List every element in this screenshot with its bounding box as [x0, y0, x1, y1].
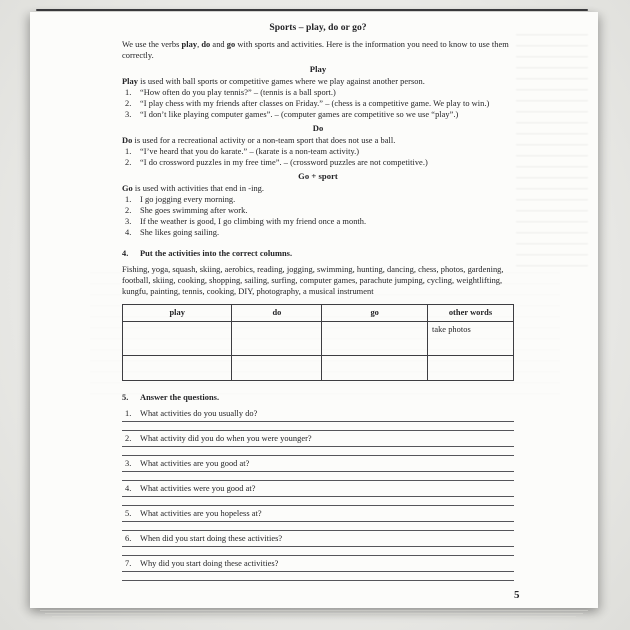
table-row — [123, 356, 514, 381]
question-number: 1. — [125, 409, 132, 418]
question-row — [122, 557, 514, 572]
bleed-through-text — [516, 34, 588, 274]
question-number: 4. — [125, 484, 132, 493]
question-row — [122, 482, 514, 497]
page-edge-line — [40, 610, 588, 611]
exercise-5-number: 5. — [122, 393, 129, 402]
example-item — [125, 194, 514, 205]
answer-line — [122, 522, 514, 531]
item-number: 4. — [125, 228, 132, 237]
page-content — [122, 22, 514, 582]
question-row — [122, 507, 514, 522]
intro-text: , — [197, 40, 202, 49]
question-item — [122, 507, 514, 531]
do-examples — [122, 146, 514, 168]
play-examples — [122, 87, 514, 120]
item-text: “I play chess with my friends after classes on Friday.” – (chess is a competitive game. We play to win.) — [140, 99, 490, 108]
question-text: Why did you start doing these activities? — [140, 559, 279, 568]
item-text: “I do crossword puzzles in my free time”. – (crossword puzzles are not competitive.) — [140, 158, 428, 167]
item-number: 2. — [125, 99, 132, 108]
answer-line — [122, 547, 514, 556]
intro-text: with sports and activities. Here is the information you need to know to use them correctly. — [122, 40, 509, 60]
go-rule-bold: Go — [122, 184, 133, 193]
question-item — [122, 457, 514, 481]
intro-paragraph — [122, 39, 514, 61]
question-row — [122, 532, 514, 547]
item-number: 1. — [125, 195, 132, 204]
go-rule — [122, 183, 514, 194]
table-cell-example: take photos — [427, 322, 513, 356]
question-text: What activities were you good at? — [140, 484, 256, 493]
item-text: I go jogging every morning. — [140, 195, 236, 204]
item-number: 1. — [125, 88, 132, 97]
activity-word-list: Fishing, yoga, squash, skiing, aerobics, reading, jogging, swimming, hunting, dancing, chess, photos, gardening, football, skiing, cooking, shopping, sailing, surfing, computer games, parachute jumping, cycling, weightlifting, kungfu, painting, tennis, cooking, DIY, photography, a musical instrument — [122, 265, 504, 296]
intro-text: and — [210, 40, 227, 49]
item-number: 3. — [125, 110, 132, 119]
question-list — [122, 407, 514, 581]
question-item — [122, 557, 514, 581]
exercise-4-heading — [122, 248, 514, 259]
table-cell-empty — [427, 356, 513, 381]
example-item — [125, 98, 514, 109]
question-item — [122, 432, 514, 456]
do-rule — [122, 135, 514, 146]
question-item — [122, 407, 514, 431]
page-edge-line — [52, 616, 576, 617]
exercise-5-heading — [122, 392, 514, 403]
play-rule-text: is used with ball sports or competitive games where we play against another person. — [137, 77, 425, 86]
do-rule-bold: Do — [122, 136, 133, 145]
col-header-play: play — [123, 305, 232, 322]
go-rule-text: is used with activities that end in -ing. — [132, 184, 265, 193]
example-item — [125, 109, 514, 120]
example-item — [125, 205, 514, 216]
verb-play-bold: play — [181, 40, 198, 49]
table-cell-empty — [232, 322, 322, 356]
question-row — [122, 432, 514, 447]
question-text: What activities are you hopeless at? — [140, 509, 262, 518]
col-header-go: go — [322, 305, 428, 322]
do-rule-text: is used for a recreational activity or a non-team sport that does not use a ball. — [132, 136, 396, 145]
question-text: What activity did you do when you were younger? — [140, 434, 312, 443]
table-cell-empty — [322, 322, 428, 356]
question-text: What activities are you good at? — [140, 459, 250, 468]
item-number: 2. — [125, 206, 132, 215]
question-number: 7. — [125, 559, 132, 568]
table-cell-empty — [232, 356, 322, 381]
book-page — [30, 12, 598, 608]
example-item — [125, 216, 514, 227]
item-number: 2. — [125, 158, 132, 167]
do-section — [122, 123, 514, 168]
question-row — [122, 407, 514, 422]
item-text: “I’ve heard that you do karate.” – (karate is a non-team activity.) — [140, 147, 360, 156]
exercise-5 — [122, 392, 514, 581]
item-text: She likes going sailing. — [140, 228, 220, 237]
question-number: 2. — [125, 434, 132, 443]
page-number: 5 — [514, 589, 520, 601]
item-text: “I don’t like playing computer games”. – (computer games are competitive so we use “play”.) — [140, 110, 459, 119]
question-text: What activities do you usually do? — [140, 409, 258, 418]
answer-line — [122, 472, 514, 481]
question-number: 6. — [125, 534, 132, 543]
item-text: If the weather is good, I go climbing with my friend once a month. — [140, 217, 367, 226]
question-item — [122, 532, 514, 556]
item-number: 3. — [125, 217, 132, 226]
play-section — [122, 64, 514, 120]
example-item — [125, 157, 514, 168]
go-examples — [122, 194, 514, 238]
intro-text: We use the verbs — [122, 40, 182, 49]
question-row — [122, 457, 514, 472]
answer-line — [122, 497, 514, 506]
go-section — [122, 171, 514, 238]
question-text: When did you start doing these activities? — [140, 534, 283, 543]
play-rule — [122, 76, 514, 87]
answer-line — [122, 422, 514, 431]
col-header-other-words: other words — [427, 305, 513, 322]
item-number: 1. — [125, 147, 132, 156]
question-number: 5. — [125, 509, 132, 518]
table-header-row — [123, 305, 514, 322]
play-rule-bold: Play — [122, 77, 138, 86]
activities-table — [122, 304, 514, 381]
page-top-edge — [36, 9, 588, 11]
exercise-4-title: Put the activities into the correct columns. — [140, 249, 293, 258]
example-item — [125, 146, 514, 157]
item-text: She goes swimming after work. — [140, 206, 248, 215]
item-text: “How often do you play tennis?” – (tennis is a ball sport.) — [140, 88, 336, 97]
do-heading: Do — [312, 123, 324, 133]
table-cell-empty — [322, 356, 428, 381]
exercise-5-title: Answer the questions. — [140, 393, 220, 402]
table-cell-empty — [123, 322, 232, 356]
table-row — [123, 322, 514, 356]
page-title: Sports – play, do or go? — [269, 22, 367, 33]
page-edge-line — [45, 613, 583, 614]
exercise-4-number: 4. — [122, 249, 129, 258]
verb-do-bold: do — [201, 40, 211, 49]
answer-line — [122, 572, 514, 581]
example-item — [125, 227, 514, 238]
play-heading: Play — [309, 64, 327, 74]
question-item — [122, 482, 514, 506]
verb-go-bold: go — [226, 40, 236, 49]
answer-line — [122, 447, 514, 456]
go-heading: Go + sport — [298, 171, 338, 181]
example-item — [125, 87, 514, 98]
col-header-do: do — [232, 305, 322, 322]
table-cell-empty — [123, 356, 232, 381]
exercise-4 — [122, 248, 514, 381]
page-bottom-stack — [40, 610, 588, 619]
question-number: 3. — [125, 459, 132, 468]
